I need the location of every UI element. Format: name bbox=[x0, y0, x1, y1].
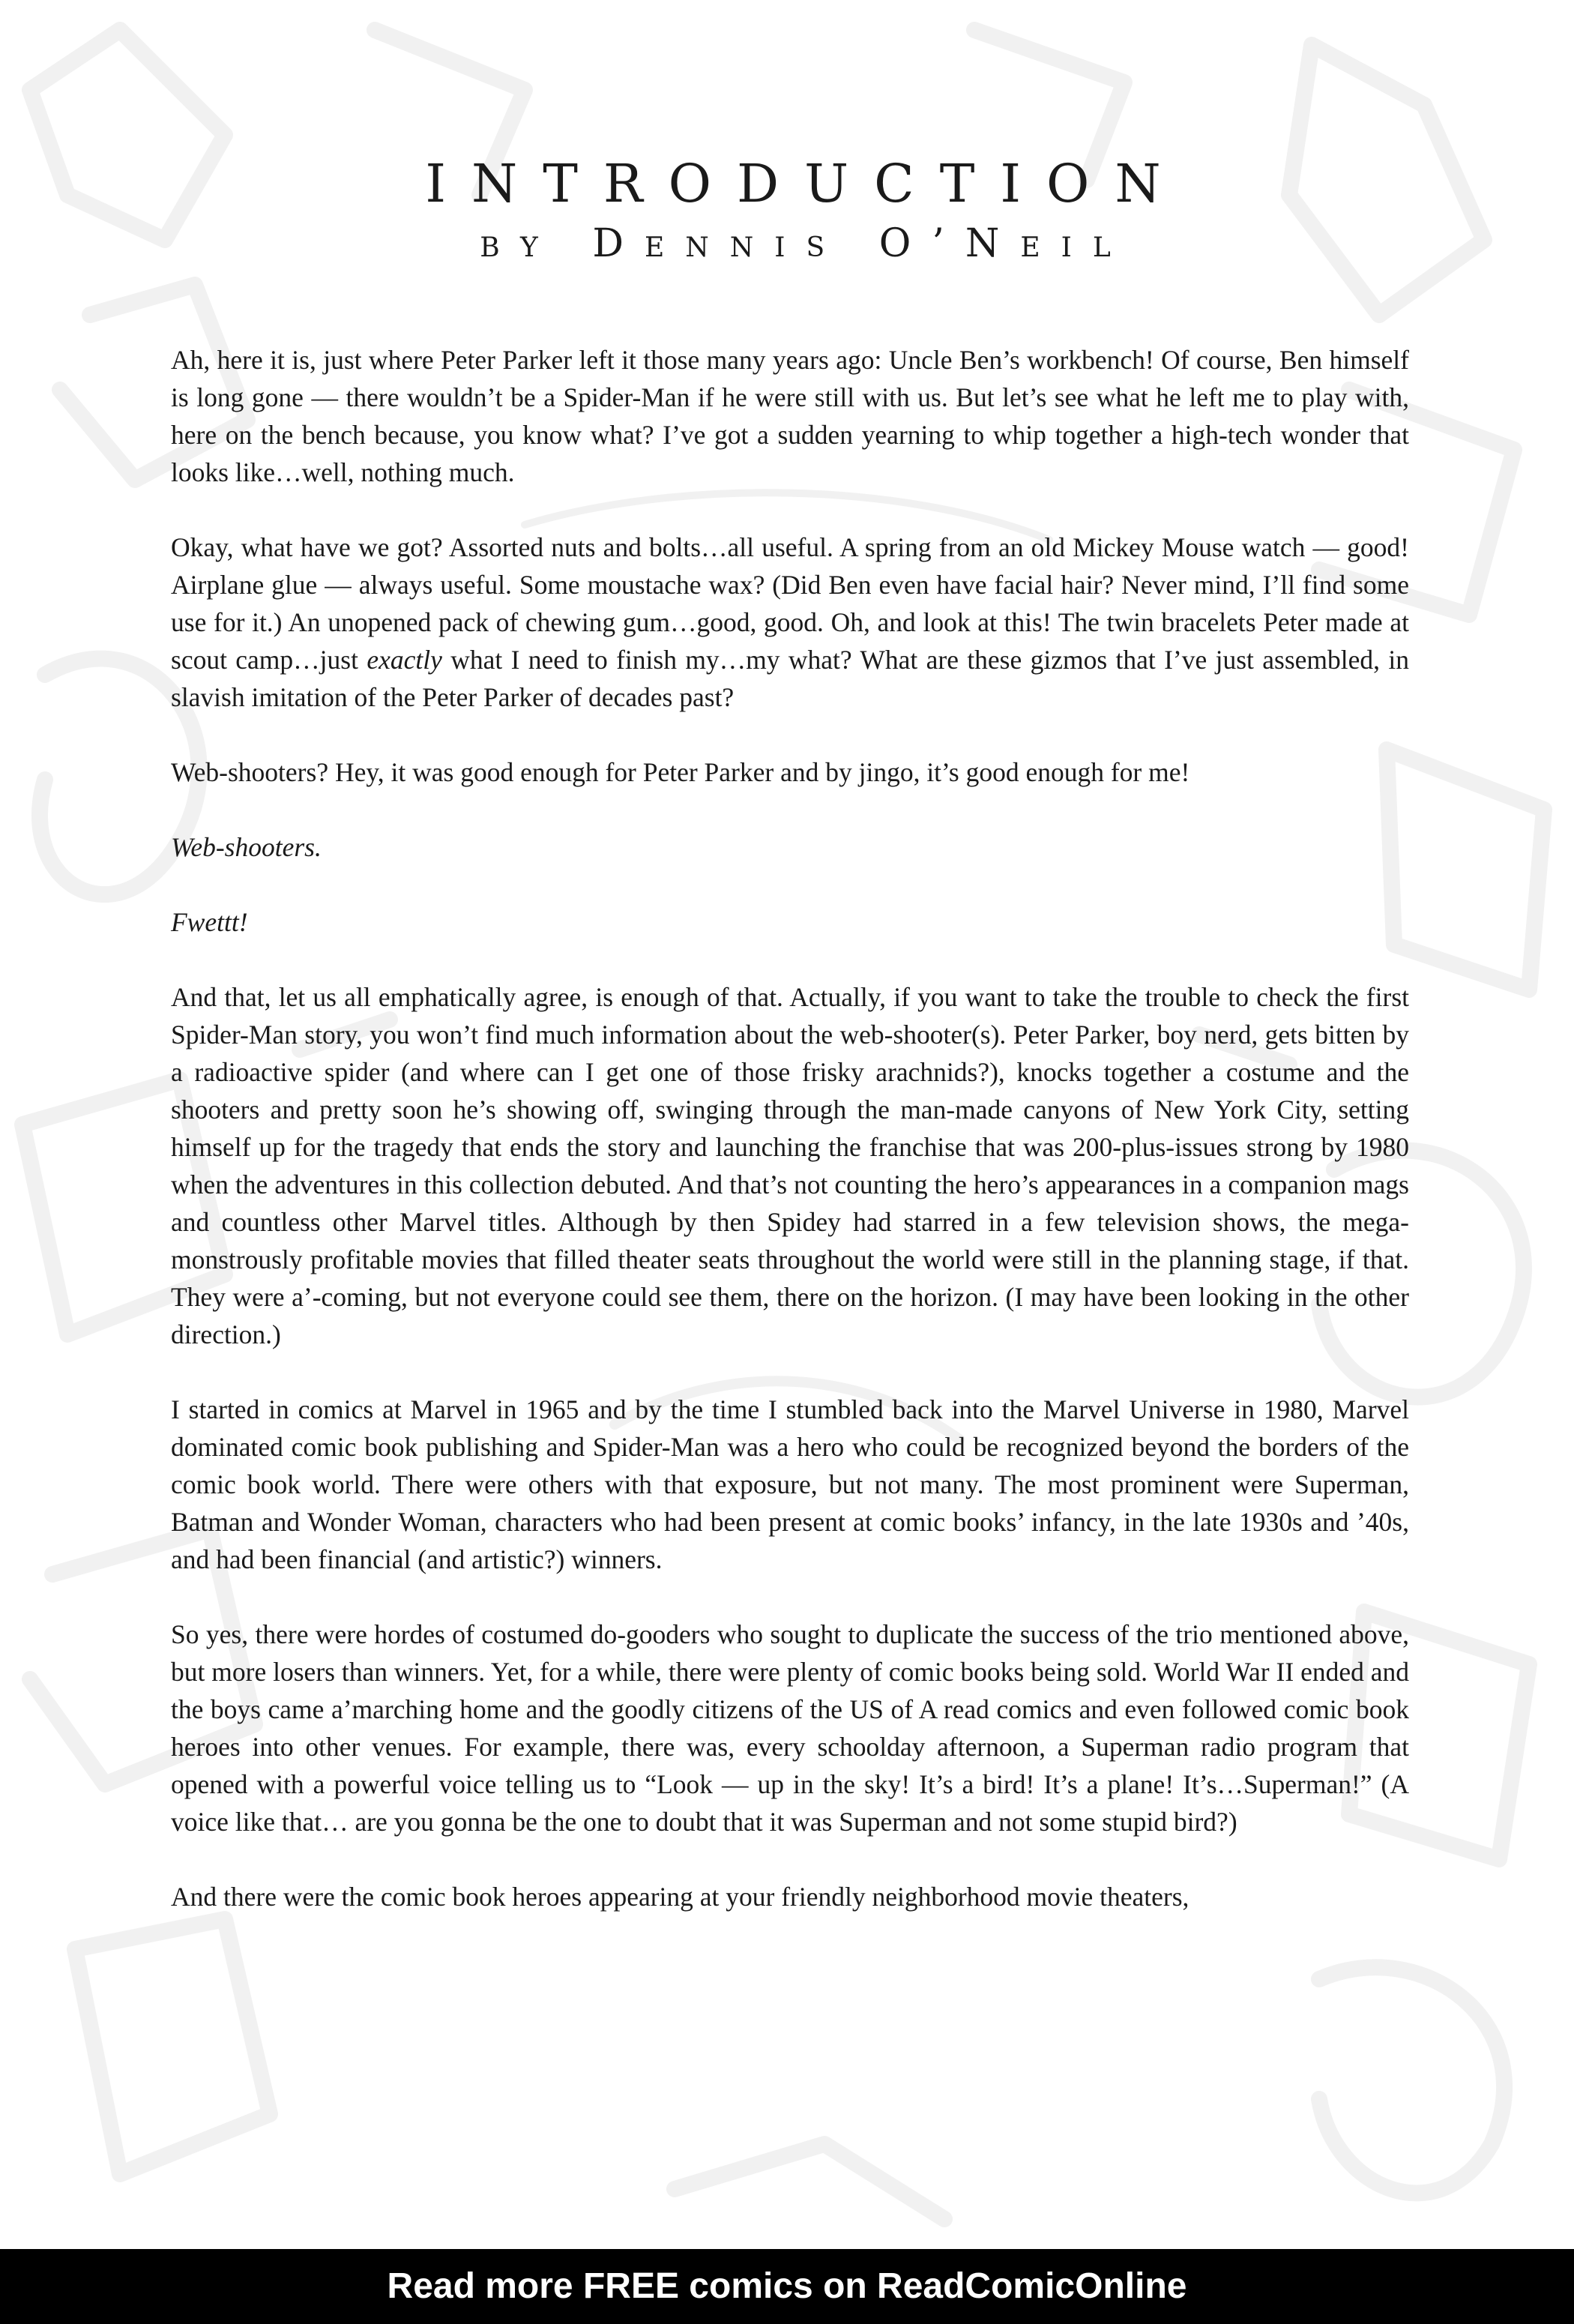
footer-banner[interactable] bbox=[0, 2249, 1574, 2324]
footer-banner-text[interactable]: Read more FREE comics on ReadComicOnline bbox=[387, 2266, 1187, 2306]
paragraph-2-part-b: what I need to finish my…my what? What are these gizmos that I’ve just assembled, in slavish imitation of the Peter Parker of decades past? bbox=[171, 645, 1409, 712]
paragraph-3: Web-shooters? Hey, it was good enough for Peter Parker and by jingo, it’s good enough for me! bbox=[171, 757, 1190, 787]
paragraph-4: Web-shooters. bbox=[171, 832, 322, 862]
author-byline: by Dennis O’Neil bbox=[480, 221, 1132, 266]
paragraph-2-emphasis: exactly bbox=[367, 645, 442, 675]
page-title: INTRODUCTION bbox=[425, 153, 1186, 214]
introduction-body bbox=[171, 341, 1409, 1953]
paragraph-8: So yes, there were hordes of costumed do-gooders who sought to duplicate the success of the trio mentioned above, but more losers than winners. Yet, for a while, there were plenty of comic books being sold. World War II ended and the boys came a’marching home and the goodly citizens of the US of A read comics and even followed comic book heroes into other venues. For example, there was, every schoolday afternoon, a Superman radio program that opened with a powerful voice telling us to “Look — up in the sky! It’s a bird! It’s a plane! It’s…Superman!” (A voice like that… are you gonna be the one to doubt that it was Superman and not some stupid bird?) bbox=[171, 1619, 1409, 1837]
paragraph-1: Ah, here it is, just where Peter Parker left it those many years ago: Uncle Ben’s workbench! Of course, Ben himself is long gone — there wouldn’t be a Spider-Man if he were still with us. But let’s see what he left me to play with, here on the bench because, you know what? I’ve got a sudden yearning to whip together a high-tech wonder that looks like…well, nothing much. bbox=[171, 345, 1409, 487]
paragraph-6: And that, let us all emphatically agree, is enough of that. Actually, if you want to take the trouble to check the first Spider-Man story, you won’t find much information about the web-shooter(s). Peter Parker, boy nerd, gets bitten by a radioactive spider (and where can I get one of those frisky arachnids?), knocks together a costume and the shooters and pretty soon he’s showing off, swinging through the man-made canyons of New York City, setting himself up for the tragedy that ends the story and launching the franchise that was 200-plus-issues strong by 1980 when the adventures in this collection debuted. And that’s not counting the hero’s appearances in a companion mags and countless other Marvel titles. Although by then Spidey had starred in a few television shows, the mega-monstrously profitable movies that filled theater seats throughout the world were still in the planning stage, if that. They were a’-coming, but not everyone could see them, there on the horizon. (I may have been looking in the other direction.) bbox=[171, 982, 1409, 1349]
paragraph-7: I started in comics at Marvel in 1965 and by the time I stumbled back into the Marvel Universe in 1980, Marvel dominated comic book publishing and Spider-Man was a hero who could be recognized beyond the borders of the comic book world. There were others with that exposure, but not many. The most prominent were Superman, Batman and Wonder Woman, characters who had been present at comic books’ infancy, in the late 1930s and ’40s, and had been financial (and artistic?) winners. bbox=[171, 1394, 1409, 1574]
paragraph-9: And there were the comic book heroes appearing at your friendly neighborhood movie theaters, bbox=[171, 1882, 1189, 1912]
paragraph-2 bbox=[171, 529, 1409, 716]
title-block bbox=[0, 154, 1574, 274]
paragraph-5: Fwettt! bbox=[171, 907, 248, 937]
paragraph-2-part-a: Okay, what have we got? Assorted nuts and bolts…all useful. A spring from an old Mickey Mouse watch — good! Airplane glue — always useful. Some moustache wax? (Did Ben even have facial hair? Never mind, I’ll find some use for it.) An unopened pack of chewing gum…good, good. Oh, and look at this! The twin bracelets Peter made at scout camp…just bbox=[171, 532, 1409, 675]
